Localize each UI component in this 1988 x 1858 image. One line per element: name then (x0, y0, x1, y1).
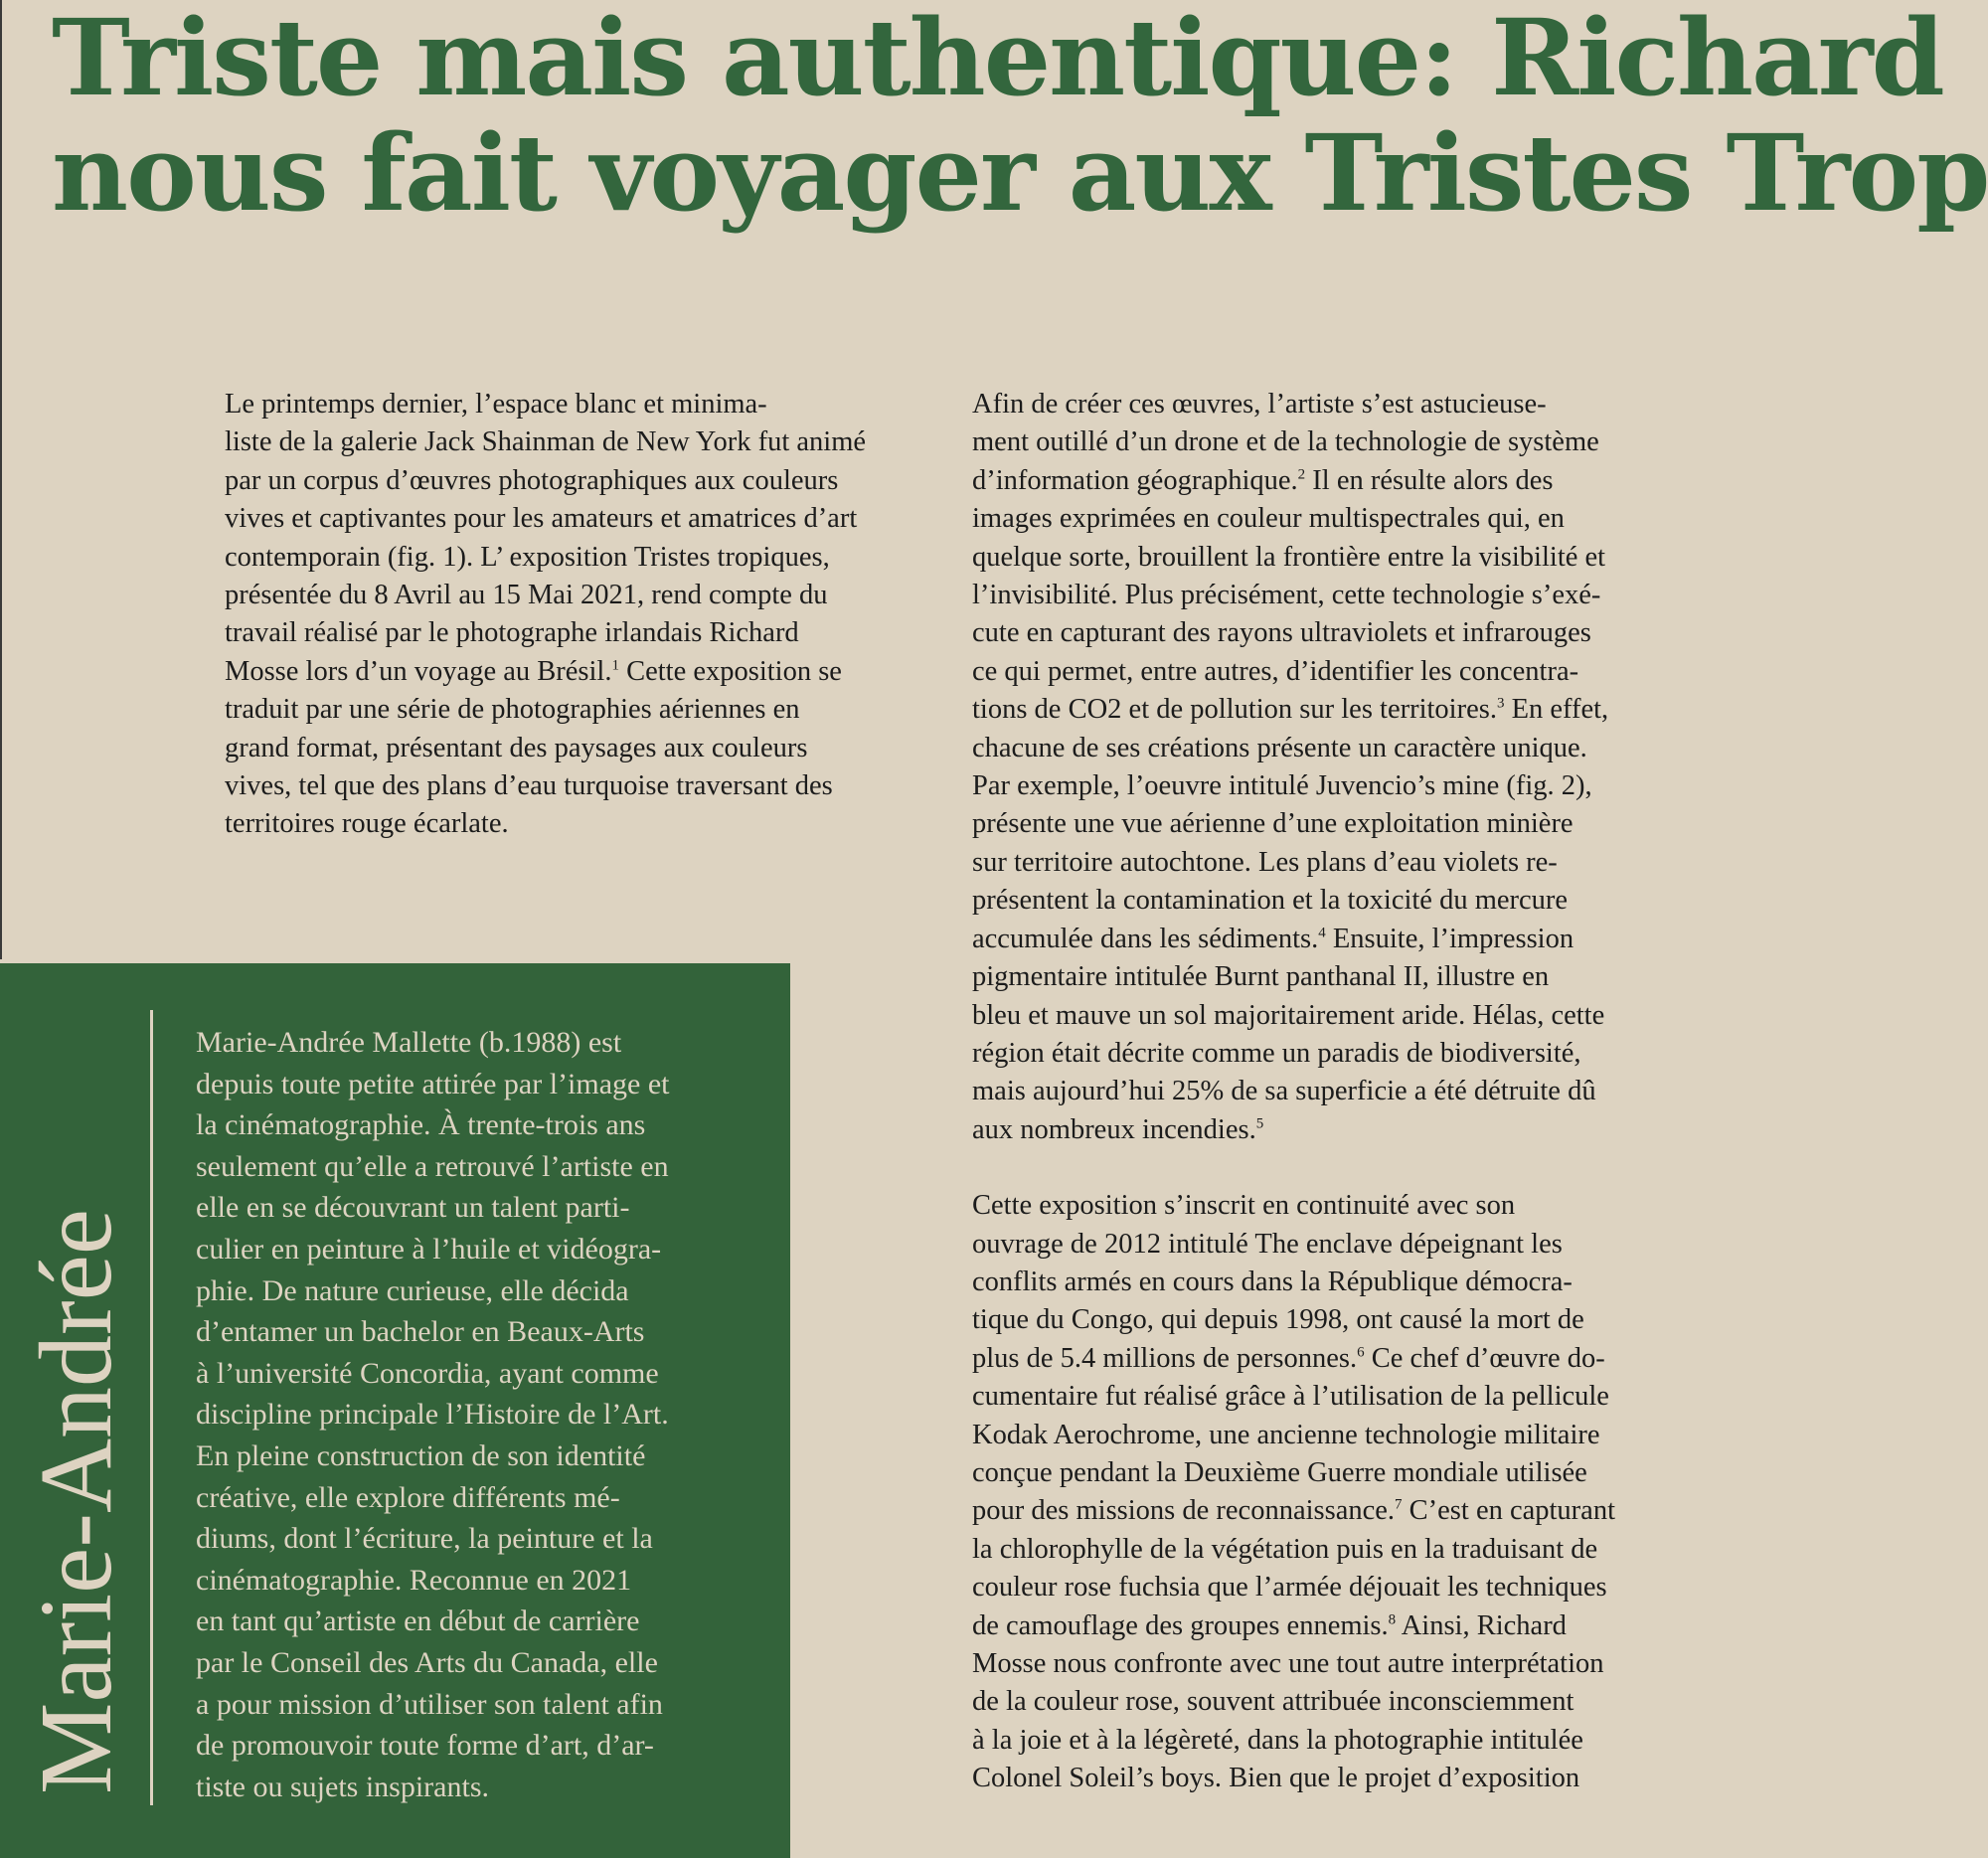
text-line: l’invisibilité. Plus précisément, cette technologie s’exé- (972, 580, 1601, 611)
text-line: Mosse lors d’un voyage au Brésil.$^1$ Cette exposition se (225, 655, 842, 687)
paragraph-intro (128, 386, 867, 844)
text-line: la chlorophylle de la végétation puis en la traduisant de (972, 1533, 1598, 1565)
text-line: liste de la galerie Jack Shainman de New York fut animé (225, 426, 867, 458)
footnote-marker[interactable]: 1 (611, 657, 619, 674)
author-name-vertical: Marie-Andrée (19, 1208, 133, 1794)
bio-line: la cinématographie. À trente-trois ans (196, 1108, 646, 1142)
text-line: de camouflage des groupes ennemis.$^8$ Ainsi, Richard (972, 1609, 1567, 1641)
article-title (52, 0, 1988, 235)
bio-line: seulement qu’elle a retrouvé l’artiste en (196, 1149, 669, 1183)
text-line: d’information géographique.$^2$ Il en résulte alors des (972, 464, 1554, 496)
text-line: Colonel Soleil’s boys. Bien que le projet d’exposition (972, 1763, 1580, 1794)
article-column-2 (876, 386, 1615, 1798)
bio-line: a pour mission d’utiliser son talent afin (196, 1687, 663, 1721)
text-line: présente une vue aérienne d’une exploitation minière (972, 808, 1574, 840)
bio-line: elle en se découvrant un talent parti- (196, 1191, 630, 1225)
text-line: ouvrage de 2012 intitulé The enclave dépeignant les (972, 1228, 1563, 1260)
footnote-marker[interactable]: 8 (1388, 1611, 1397, 1628)
text-line: territoires rouge écarlate. (225, 808, 509, 840)
text-line: région était décrite comme un paradis de biodiversité, (972, 1037, 1581, 1069)
bio-line: En pleine construction de son identité (196, 1438, 646, 1472)
text-line: Kodak Aerochrome, une ancienne technologie militaire (972, 1419, 1600, 1450)
text-line: couleur rose fuchsia que l’armée déjouait les techniques (972, 1572, 1607, 1604)
text-line: ce qui permet, entre autres, d’identifier les concentra- (972, 655, 1579, 687)
text-line: Afin de créer ces œuvres, l’artiste s’est astucieuse- (972, 389, 1547, 420)
title-line-1: Triste mais authentique: Richard (52, 0, 1943, 119)
text-line: travail réalisé par le photographe irlandais Richard (225, 617, 799, 649)
bio-line: de promouvoir toute forme d’art, d’ar- (196, 1729, 654, 1763)
footnote-marker[interactable]: 4 (1318, 925, 1326, 941)
bio-line: à l’université Concordia, ayant comme (196, 1356, 659, 1390)
bio-line: phie. De nature curieuse, elle décida (196, 1273, 629, 1307)
bio-line: par le Conseil des Arts du Canada, elle (196, 1645, 658, 1679)
bio-line: diums, dont l’écriture, la peinture et la (196, 1522, 653, 1556)
text-line: tions de CO2 et de pollution sur les territoires.$^3$ En effet, (972, 694, 1609, 726)
text-line: Le printemps dernier, l’espace blanc et minima- (225, 389, 767, 420)
text-line: vives, tel que des plans d’eau turquoise traversant des (225, 770, 833, 802)
author-bio-text (196, 1022, 792, 1807)
text-line: plus de 5.4 millions de personnes.$^6$ Ce chef d’œuvre do- (972, 1342, 1605, 1374)
text-line: bleu et mauve un sol majoritairement aride. Hélas, cette (972, 999, 1605, 1031)
text-line: présentent la contamination et la toxicité du mercure (972, 885, 1569, 917)
text-line: tique du Congo, qui depuis 1998, ont causé la mort de (972, 1304, 1584, 1336)
title-line-2: nous fait voyager aux Tristes Trop (52, 110, 1988, 235)
text-line: traduit par une série de photographies aériennes en (225, 694, 800, 726)
text-line: vives et captivantes pour les amateurs et amatrices d’art (225, 503, 858, 535)
footnote-marker[interactable]: 7 (1395, 1496, 1403, 1513)
bio-line: créative, elle explore différents mé- (196, 1480, 620, 1514)
text-line: ment outillé d’un drone et de la technologie de système (972, 426, 1599, 458)
text-line: à la joie et à la légèreté, dans la photographie intitulée (972, 1724, 1583, 1756)
text-line: par un corpus d’œuvres photographiques aux couleurs (225, 464, 839, 496)
text-line: chacune de ses créations présente un caractère unique. (972, 732, 1587, 763)
text-line: conflits armés en cours dans la République démocra- (972, 1266, 1573, 1297)
paragraph-technique (876, 386, 1609, 1149)
footnote-marker[interactable]: 3 (1496, 695, 1505, 712)
text-line: grand format, présentant des paysages aux couleurs (225, 732, 808, 763)
text-line: pour des missions de reconnaissance.$^7$ C’est en capturant (972, 1495, 1615, 1527)
text-line: de la couleur rose, souvent attribuée inconsciemment (972, 1686, 1574, 1718)
bio-line: Marie-Andrée Mallette (b.1988) est (196, 1026, 622, 1059)
text-line: quelque sorte, brouillent la frontière entre la visibilité et (972, 541, 1606, 573)
text-line: mais aujourd’hui 25% de sa superficie a été détruite dû (972, 1076, 1596, 1107)
bio-line: depuis toute petite attirée par l’image et (196, 1067, 670, 1100)
text-line: Cette exposition s’inscrit en continuité avec son (972, 1190, 1516, 1222)
text-line: cute en capturant des rayons ultraviolets et infrarouges (972, 617, 1591, 649)
page-edge-line (0, 0, 2, 959)
text-line: accumulée dans les sédiments.$^4$ Ensuite, l’impression (972, 923, 1574, 954)
text-line: présentée du 8 Avril au 15 Mai 2021, rend compte du (225, 580, 828, 611)
footnote-marker[interactable]: 2 (1297, 466, 1306, 483)
text-line: sur territoire autochtone. Les plans d’eau violets re- (972, 846, 1558, 878)
bio-divider-line (150, 1010, 153, 1805)
bio-line: cinématographie. Reconnue en 2021 (196, 1563, 632, 1597)
bio-line: tiste ou sujets inspirants. (196, 1770, 489, 1803)
text-line: cumentaire fut réalisé grâce à l’utilisation de la pellicule (972, 1381, 1609, 1413)
bio-line: d’entamer un bachelor en Beaux-Arts (196, 1315, 645, 1349)
text-line: Mosse nous confronte avec une tout autre interprétation (972, 1648, 1604, 1679)
paragraph-enclave (876, 1187, 1615, 1798)
bio-line: culier en peinture à l’huile et vidéogra- (196, 1232, 662, 1266)
bio-line: discipline principale l’Histoire de l’Art. (196, 1398, 669, 1432)
article-column-1 (128, 386, 867, 844)
footnote-marker[interactable]: 6 (1357, 1344, 1365, 1361)
text-line: pigmentaire intitulée Burnt panthanal II, illustre en (972, 961, 1550, 993)
bio-line: en tant qu’artiste en début de carrière (196, 1605, 640, 1638)
text-line: Par exemple, l’oeuvre intitulé Juvencio’s mine (fig. 2), (972, 770, 1592, 802)
text-line: images exprimées en couleur multispectrales qui, en (972, 503, 1565, 535)
text-line: conçue pendant la Deuxième Guerre mondiale utilisée (972, 1456, 1587, 1488)
text-line: aux nombreux incendies.$^5$ (972, 1113, 1264, 1145)
text-line: contemporain (fig. 1). L’ exposition Tristes tropiques, (225, 541, 830, 573)
footnote-marker[interactable]: 5 (1255, 1115, 1264, 1132)
